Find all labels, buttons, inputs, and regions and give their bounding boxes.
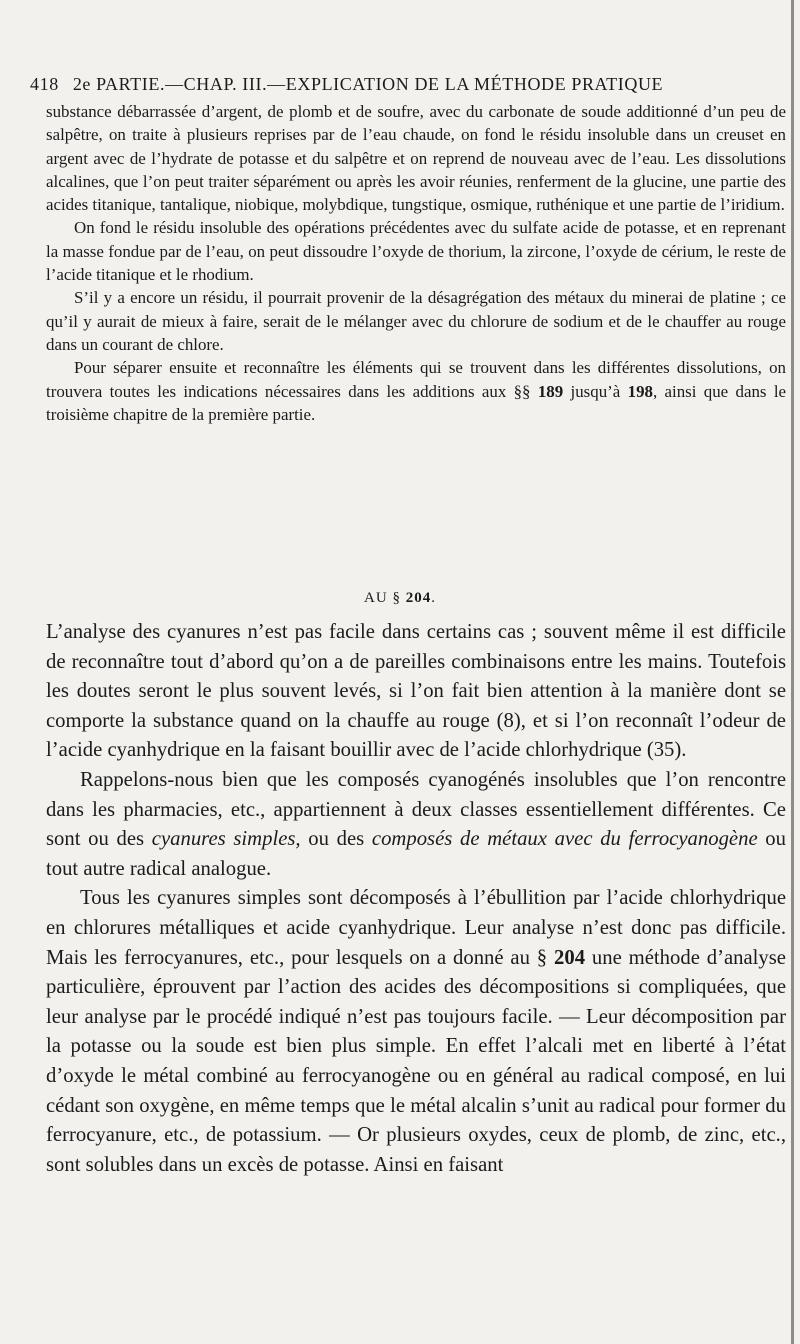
section-reference: 204 bbox=[554, 946, 586, 969]
section-reference: 198 bbox=[627, 381, 653, 401]
section-heading bbox=[0, 590, 800, 607]
page-number: 418 bbox=[30, 74, 59, 94]
paragraph bbox=[46, 356, 786, 426]
paragraph bbox=[46, 286, 786, 356]
text-run: S’il y a encore un résidu, il pourrait provenir de la désagrégation des métaux du minerai de platine ; ce qu’il y aurait de mieux à faire, serait de le mélanger avec du chlorure de sodium et de le chauffer au rouge dans un courant de chlore. bbox=[46, 288, 786, 354]
italic-term: composés de métaux avec du ferrocyanogène bbox=[371, 828, 758, 851]
text-run: jusqu’à bbox=[563, 381, 628, 401]
italic-term: cyanures simples, bbox=[151, 828, 301, 851]
main-text bbox=[46, 618, 786, 1180]
text-run: ou des bbox=[300, 828, 372, 851]
paragraph bbox=[46, 766, 786, 884]
text-run: Rappelons-nous bien que les composés cyanogénés insolubles que l’on rencontre dans les pharmacies, etc., appartiennent à deux classes essentiellement différentes. Ce sont ou des bbox=[46, 768, 786, 851]
section-prefix: AU § bbox=[364, 590, 406, 606]
text-run: une méthode d’analyse particulière, éprouvent par l’action des acides des décompositions si compliquées, que leur analyse par le procédé indiqué n’est pas toujours facile. — Leur décomposition par la potasse ou la soude est bien plus simple. En effet l’alcali met en liberté à l’état d’oxyde le métal combiné au ferrocyanogène ou en général au radical composé, en lui cédant son oxygène, en même temps que le métal alcalin s’unit au radical pour former du ferrocyanure, etc., de potassium. — Or plusieurs oxydes, ceux de plomb, de zinc, etc., sont solubles dans un excès de potasse. Ainsi en faisant bbox=[46, 946, 786, 1176]
page-edge bbox=[791, 0, 794, 1344]
text-run: ou tout autre radical analogue. bbox=[46, 828, 786, 880]
section-reference: 189 bbox=[537, 381, 564, 401]
text-run: On fond le résidu insoluble des opérations précédentes avec du sulfate acide de potasse, et en reprenant la masse fondue par de l’eau, on peut dissoudre l’oxyde de thorium, la zircone, l’oxyde de cérium, le reste de l’acide titanique et le rhodium. bbox=[46, 218, 786, 285]
paragraph bbox=[46, 100, 786, 216]
text-run: L’analyse des cyanures n’est pas facile dans certains cas ; souvent même il est difficile de reconnaître tout d’abord qu’on a de pareilles combinaisons entre les mains. Toutefois les doutes seront le plus souvent levés, si l’on fait bien attention à la manière dont se comporte la substance quand on la chauffe au rouge (8), et si l’on reconnaît l’odeur de l’acide cyanhydrique en la faisant bouillir avec de l’acide chlorhydrique (35). bbox=[46, 621, 786, 762]
running-header bbox=[30, 74, 790, 95]
paragraph bbox=[46, 216, 786, 286]
text-run: Tous les cyanures simples sont décomposés à l’ébullition par l’acide chlorhydrique en chlorures métalliques et acide cyanhydrique. Leur analyse n’est donc pas difficile. Mais les ferrocyanures, etc., pour lesquels on a donné au § bbox=[46, 887, 786, 969]
running-title: 2e PARTIE.—CHAP. III.—EXPLICATION DE LA MÉTHODE PRATIQUE bbox=[72, 74, 664, 94]
paragraph bbox=[46, 884, 786, 1180]
text-run: Pour séparer ensuite et reconnaître les éléments qui se trouvent dans les différentes dissolutions, on trouvera toutes les indications nécessaires dans les additions aux §§ bbox=[46, 358, 786, 401]
text-run: substance débarrassée d’argent, de plomb et de soufre, avec du carbonate de soude additionné d’un peu de salpêtre, on traite à plusieurs reprises par de l’eau chaude, on fond le résidu insoluble dans un creuset en argent avec de l’hydrate de potasse et du salpêtre et on reprend de nouveau avec de l’eau. Les dissolutions alcalines, que l’on peut traiter séparément ou après les avoir réunies, renferment de la glucine, une partie des acides titanique, tantalique, niobique, molybdique, tungstique, osmique, ruthénique et une partie de l’iridium. bbox=[46, 102, 786, 215]
section-number: 204 bbox=[405, 590, 432, 606]
text-run: , ainsi que dans le troisième chapitre de la première partie. bbox=[46, 381, 787, 424]
paragraph bbox=[46, 618, 786, 766]
small-print-text bbox=[46, 100, 786, 426]
section-suffix: . bbox=[431, 590, 436, 606]
